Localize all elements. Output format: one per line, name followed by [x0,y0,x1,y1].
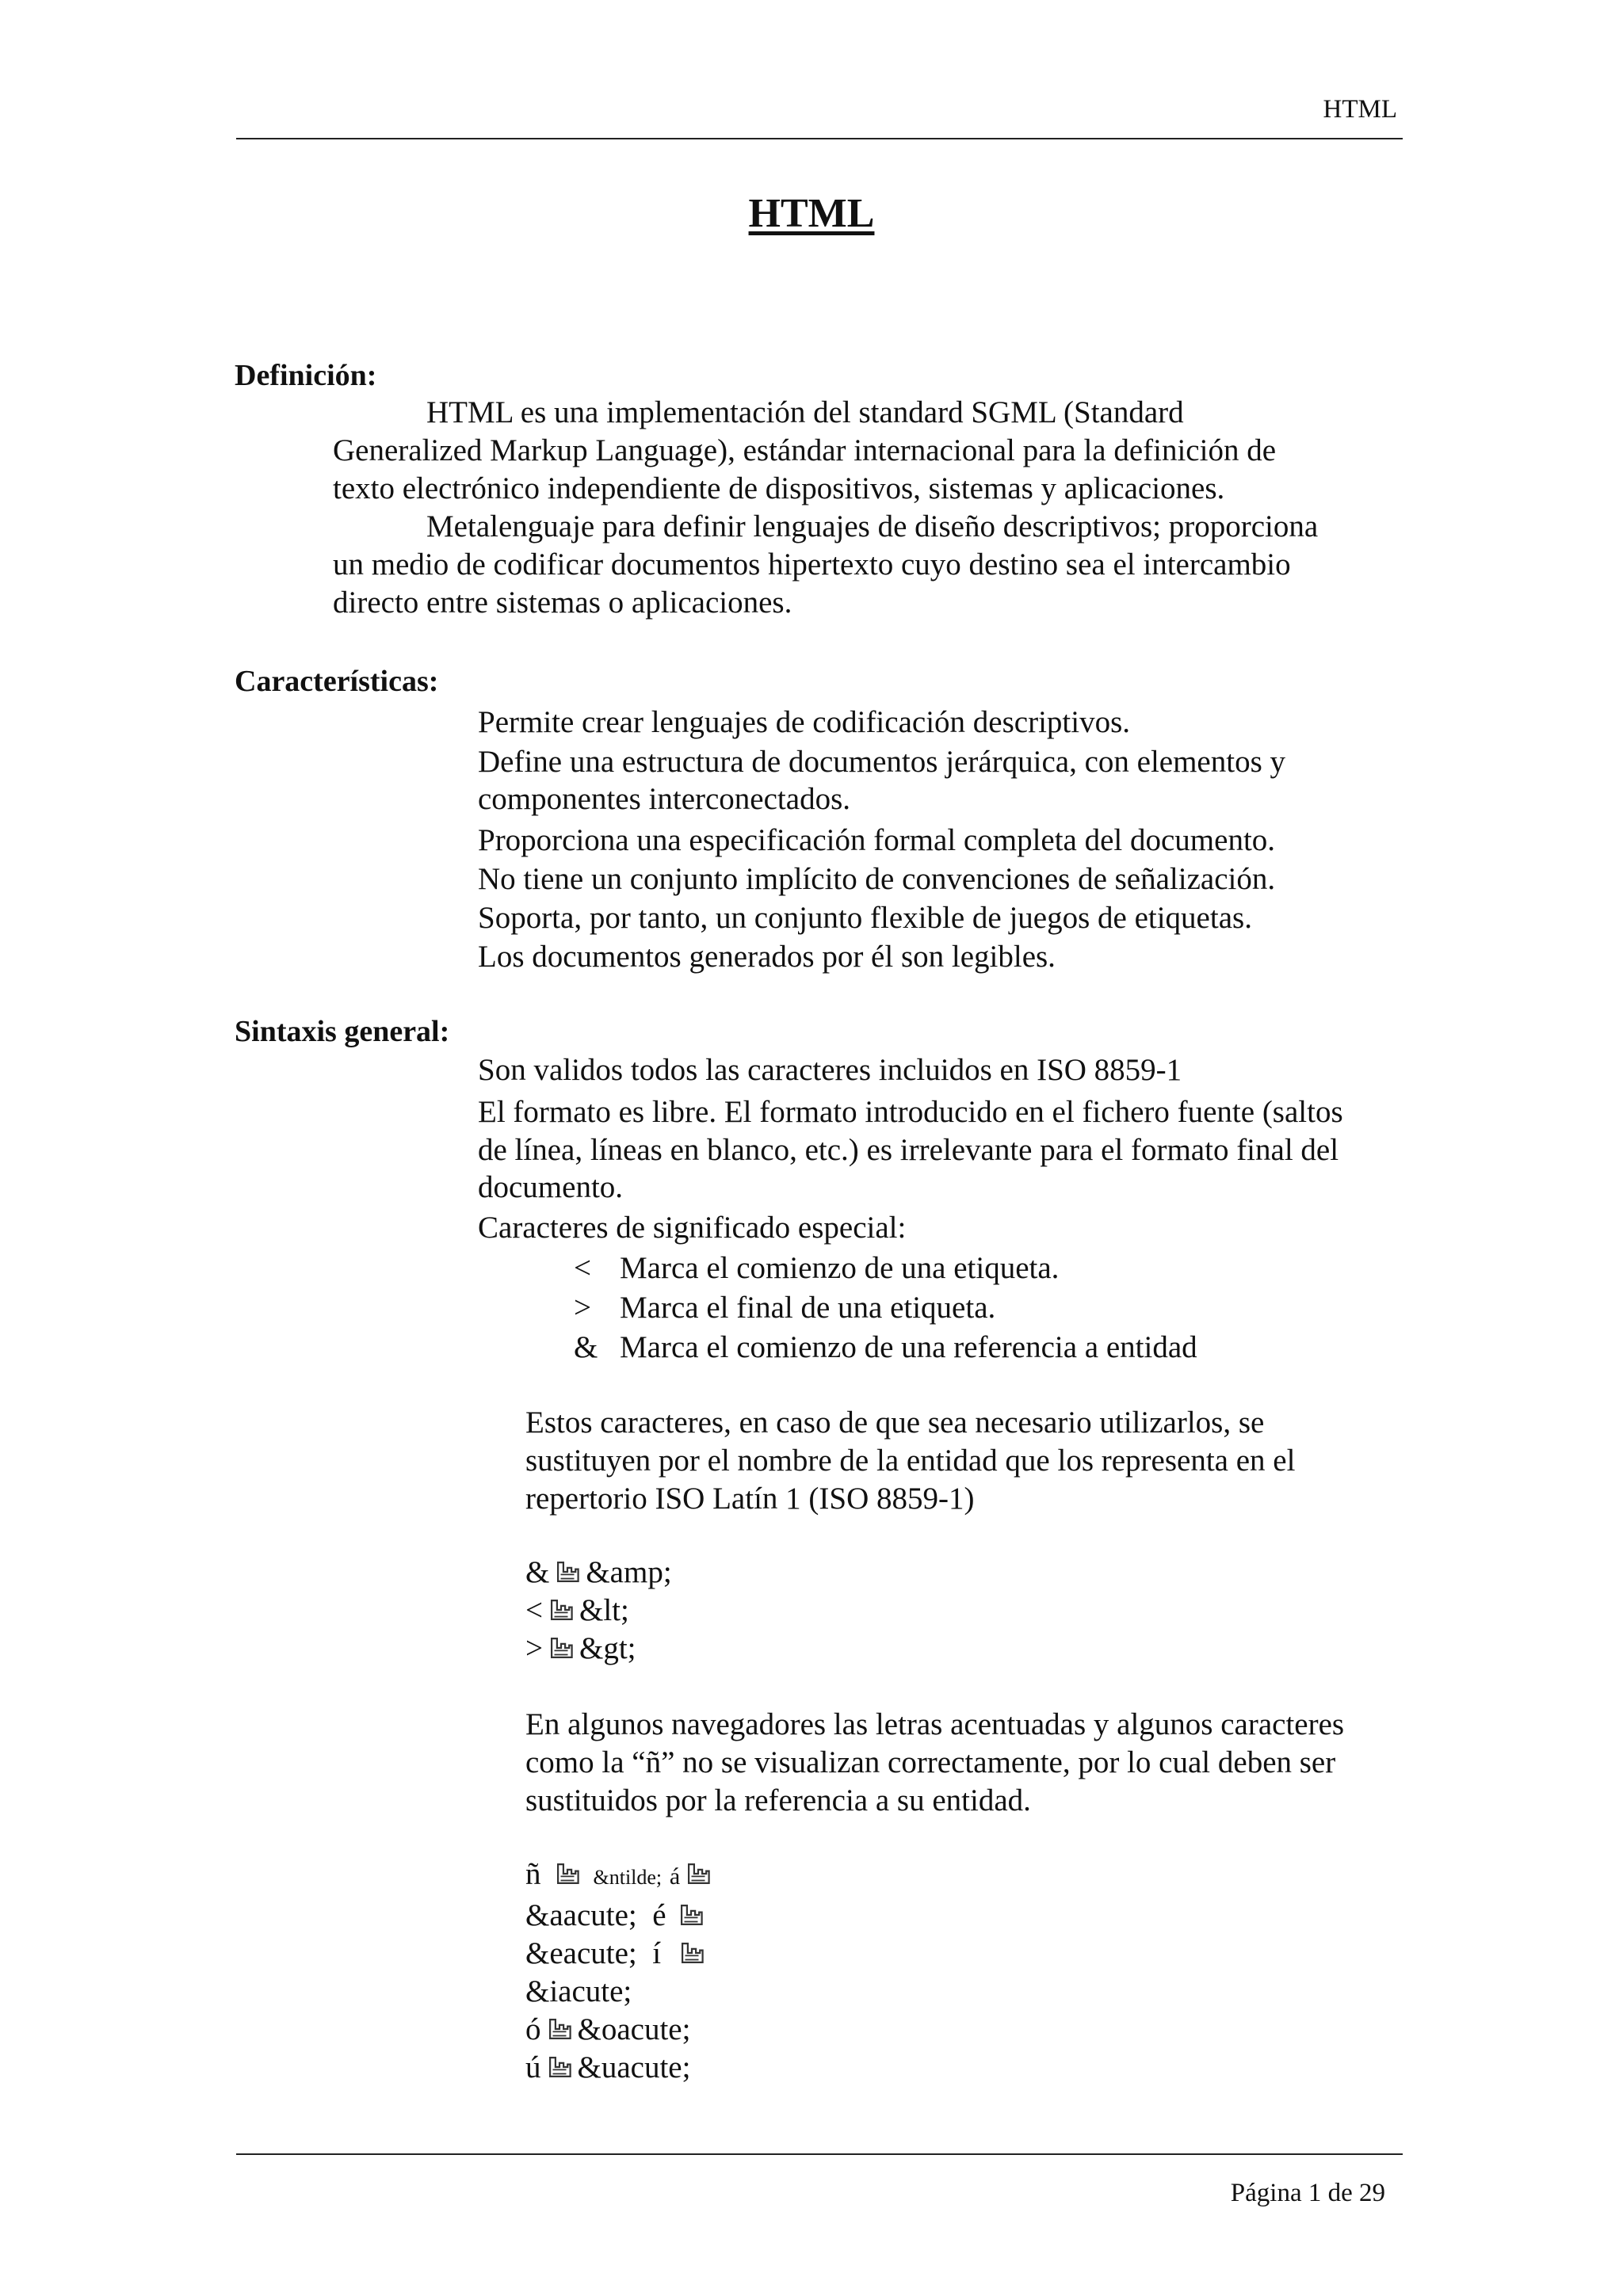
accent-entity-line [525,2049,716,2087]
accent-entity: &uacute; [577,2050,691,2084]
hand-pointer-icon [548,1633,575,1660]
special-char-item [574,1329,1197,1367]
sintaxis-line: de línea, líneas en blanco, etc.) es irrelevante para el formato final del [478,1133,1339,1167]
special-char-description: Marca el comienzo de una referencia a entidad [620,1330,1197,1364]
special-char-item [574,1289,995,1327]
page-title: HTML [748,191,875,236]
special-char-description: Marca el comienzo de una etiqueta. [620,1251,1060,1285]
sintaxis-line: Son validos todos las caracteres incluidos en ISO 8859-1 [478,1053,1182,1087]
definicion-paragraph [333,394,1318,622]
entity-char: > [525,1631,543,1665]
entity-code: &gt; [579,1631,636,1665]
accent-char: é [652,1898,666,1932]
hand-pointer-icon [554,1557,581,1584]
special-char-description: Marca el final de una etiqueta. [620,1291,996,1325]
entity-char: & [525,1555,550,1589]
definicion-line: directo entre sistemas o aplicaciones. [333,585,792,620]
accent-entity: &iacute; [525,1974,632,2008]
special-char-symbol: > [574,1291,591,1325]
definicion-line: Generalized Markup Language), estándar internacional para la definición de [333,433,1277,467]
caracteristicas-line: componentes interconectados. [478,782,850,816]
caracteristicas-line: Proporciona una especificación formal completa del documento. [478,823,1276,857]
accent-entity: &aacute; [525,1898,637,1932]
caracteristicas-line: Permite crear lenguajes de codificación descriptivos. [478,705,1130,739]
caracteristicas-line: No tiene un conjunto implícito de convenciones de señalización. [478,862,1276,896]
accent-char: á [669,1863,681,1890]
special-char-symbol: < [574,1251,591,1285]
entities-intro-paragraph [525,1404,1295,1518]
sintaxis-line: Caracteres de significado especial: [478,1211,907,1245]
accent-entity: &eacute; [525,1936,637,1970]
hand-pointer-icon [554,1859,581,1886]
accents-intro-paragraph [525,1706,1344,1820]
entity-code: &lt; [579,1593,629,1627]
accents-intro-line: En algunos navegadores las letras acentuadas y algunos caracteres [525,1707,1345,1741]
entity-map-row [525,1592,672,1630]
running-header: HTML [1323,95,1397,124]
special-char-symbol: & [574,1330,598,1364]
accent-char: ú [525,2050,541,2084]
accent-entity: &oacute; [577,2012,691,2046]
entities-intro-line: repertorio ISO Latín 1 (ISO 8859-1) [525,1482,975,1516]
sintaxis-heading: Sintaxis general: [235,1015,450,1048]
hand-pointer-icon [678,1900,705,1927]
accent-entity-line [525,1973,716,2011]
definicion-line: HTML es una implementación del standard SGML (Standard [426,395,1184,429]
accent-entity-line [525,1855,716,1897]
hand-pointer-icon [678,1938,705,1965]
definicion-heading: Definición: [235,359,377,392]
accent-entity-line [525,1897,716,1935]
entity-map-row [525,1630,672,1668]
caracteristicas-line: Los documentos generados por él son legibles. [478,940,1056,974]
hand-pointer-icon [685,1859,712,1886]
sintaxis-line: El formato es libre. El formato introducido en el fichero fuente (saltos [478,1095,1343,1129]
caracteristicas-line: Define una estructura de documentos jerárquica, con elementos y [478,745,1286,779]
page-number: Página 1 de 29 [1230,2179,1385,2207]
accent-entity-small: &ntilde; [593,1866,663,1889]
footer-rule [236,2153,1403,2155]
definicion-line: texto electrónico independiente de dispositivos, sistemas y aplicaciones. [333,471,1225,505]
accent-char: í [652,1936,662,1970]
special-char-item [574,1249,1059,1287]
sintaxis-line: documento. [478,1170,624,1204]
accent-entity-line [525,2011,716,2049]
definicion-line: Metalenguaje para definir lenguajes de diseño descriptivos; proporciona [426,509,1319,543]
accent-entity-line [525,1935,716,1973]
caracteristicas-heading: Características: [235,665,439,698]
entity-map-row [525,1554,672,1592]
definicion-line: un medio de codificar documentos hipertexto cuyo destino sea el intercambio [333,547,1291,582]
accents-intro-line: como la “ñ” no se visualizan correctamente, por lo cual deben ser [525,1745,1336,1779]
hand-pointer-icon [546,2014,573,2041]
accent-entities [525,1855,716,2087]
entities-intro-line: Estos caracteres, en caso de que sea necesario utilizarlos, se [525,1405,1265,1440]
entities-intro-line: sustituyen por el nombre de la entidad que los representa en el [525,1444,1296,1478]
hand-pointer-icon [546,2052,573,2079]
hand-pointer-icon [548,1595,575,1622]
header-rule [236,138,1403,139]
entity-char: < [525,1593,543,1627]
accent-char: ó [525,2012,541,2046]
accent-char: ñ [525,1857,541,1891]
accents-intro-line: sustituidos por la referencia a su entidad. [525,1783,1031,1817]
caracteristicas-line: Soporta, por tanto, un conjunto flexible de juegos de etiquetas. [478,901,1252,935]
entity-code: &amp; [586,1555,672,1589]
entity-map [525,1554,672,1668]
